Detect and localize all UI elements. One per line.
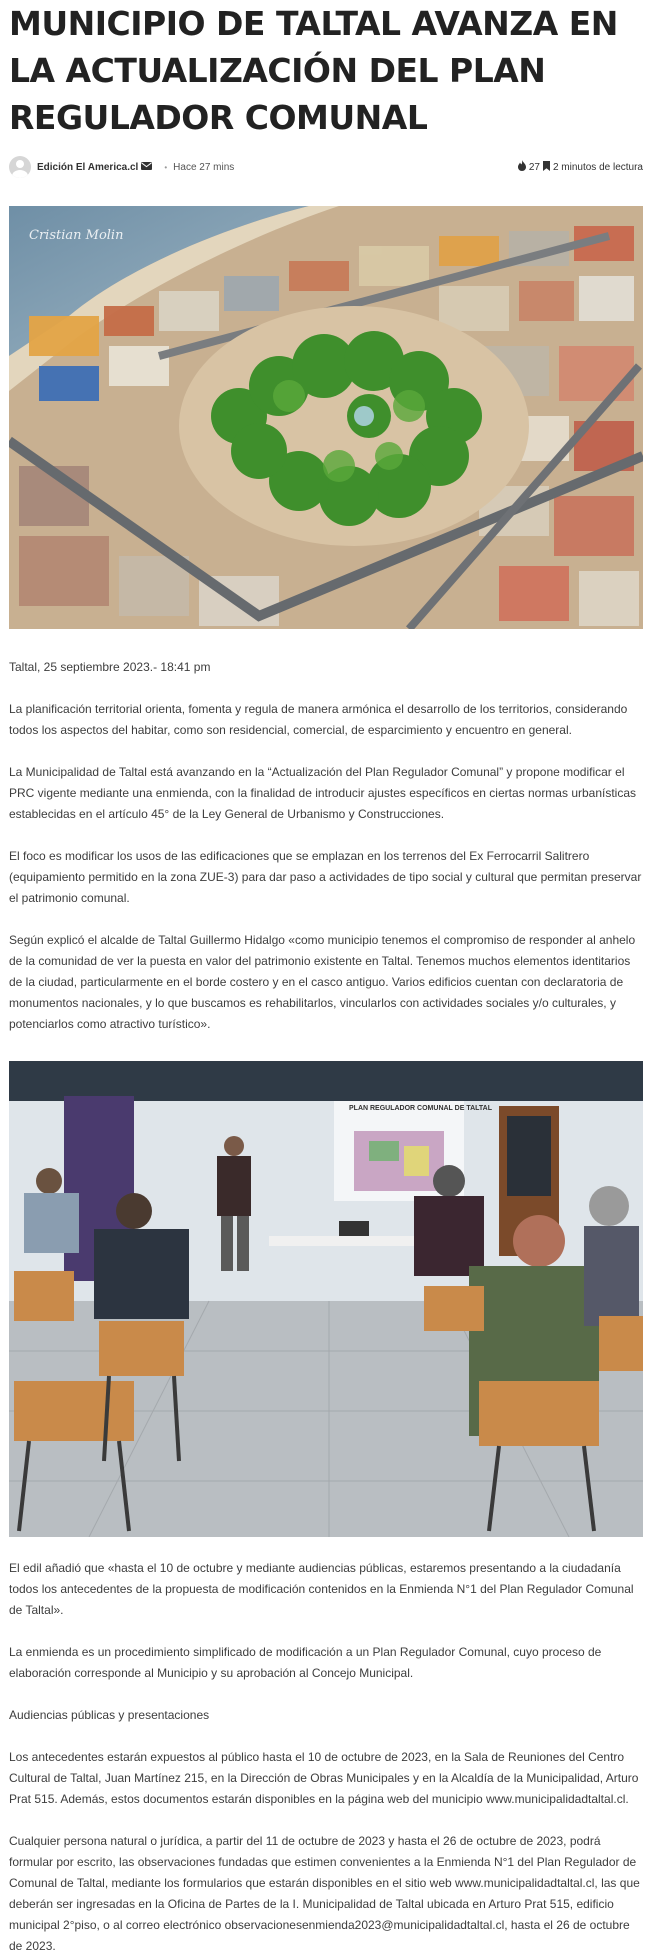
bookmark-icon[interactable] (543, 161, 550, 174)
paragraph: La planificación territorial orienta, fomenta y regula de manera armónica el desarrollo de los territorios, considerando todos los aspectos del habitar, como son residencial, comercial, de esparcimiento y encuentro en general. (9, 702, 628, 737)
paragraph: La enmienda es un procedimiento simplificado de modificación a un Plan Regulador Comunal, cuyo proceso de elaboración corresponde al Municipio y su aprobación al Concejo Municipal. (9, 1645, 602, 1680)
dateline: Taltal, 25 septiembre 2023.- 18:41 pm (9, 660, 211, 674)
meta-separator: • (164, 162, 168, 172)
article-meta (9, 155, 643, 179)
paragraph: El edil añadió que «hasta el 10 de octubre y mediante audiencias públicas, estaremos presentando a la ciudadanía todos los antecedentes de la propuesta de modificación contenidos en la Enmienda N°1 del Plan Regulador Comunal de Taltal». (9, 1561, 634, 1617)
hero-image (9, 206, 643, 629)
aerial-town-illustration (9, 206, 643, 629)
screen-title: PLAN REGULADOR COMUNAL DE TALTAL (349, 1105, 492, 1112)
flame-icon (518, 160, 526, 174)
paragraph: Los antecedentes estarán expuestos al público hasta el 10 de octubre de 2023, en la Sala de Reuniones del Centro Cultural de Taltal, Juan Martínez 215, en la Dirección de Obras Municipales y en la Alcaldía de la Municipalidad, Arturo Prat 515. Además, estos documentos estarán disponibles en la página web del municipio www.municipalidadtaltal.cl. (9, 1750, 639, 1806)
meeting-room-illustration (9, 1061, 643, 1537)
paragraph: Cualquier persona natural o jurídica, a partir del 11 de octubre de 2023 y hasta el 26 de octubre de 2023, podrá formular por escrito, las observaciones fundadas que estimen convenientes a la Enmienda N°1 del Plan Regulador de Comunal de Taltal, mediante los formularios que estarán disponibles en el sitio web www.municipalidadtaltal.cl, las que deberán ser ingresadas en la Oficina de Partes de la I. Municipalidad de Taltal ubicada en Arturo Prat 515, edificio municipal 2°piso, o al correo electrónico observacionesenmienda2023@municipalidadtaltal.cl, hasta el 26 de octubre de 2023. (9, 1834, 640, 1953)
avatar[interactable] (9, 156, 31, 178)
section-subheading: Audiencias públicas y presentaciones (9, 1708, 210, 1722)
envelope-icon[interactable] (141, 162, 152, 173)
meeting-photo (9, 1061, 643, 1537)
article-title: MUNICIPIO DE TALTAL AVANZA EN LA ACTUALIZACIÓN DEL PLAN REGULADOR COMUNAL (9, 4, 618, 137)
view-count: 27 (528, 161, 540, 173)
read-time: 2 minutos de lectura (552, 161, 643, 173)
time-ago: Hace 27 mins (173, 161, 235, 173)
paragraph: La Municipalidad de Taltal está avanzando en la “Actualización del Plan Regulador Comunal” y propone modificar el PRC vigente mediante una enmienda, con la finalidad de introducir ajustes específicos en ciertas normas urbanísticas establecidas en el artículo 45° de la Ley General de Urbanismo y Construcciones. (9, 765, 637, 821)
paragraph: Según explicó el alcalde de Taltal Guillermo Hidalgo «como municipio tenemos el compromiso de responder al anhelo de la comunidad de ver la puesta en valor del patrimonio existente en Taltal. Tenemos muchos elementos identitarios de la ciudad, particularmente en el borde costero y en el casco antiguo. Varios edificios cuentan con declaratoria de monumentos nacionales, y lo que buscamos es rehabilitarlos, vincularlos con actividades sociales y/o culturales, y potenciarlos como atractivo turístico». (9, 933, 636, 1031)
article (9, 0, 643, 1957)
paragraph: El foco es modificar los usos de las edificaciones que se emplazan en los terrenos del Ex Ferrocarril Salitrero (equipamiento permitido en la zona ZUE-3) para dar paso a actividades de tipo social y cultural que permitan preservar el patrimonio comunal. (9, 849, 642, 905)
photo-watermark: Cristian Molin (29, 228, 124, 243)
author-link[interactable]: Edición El America.cl (37, 161, 139, 173)
